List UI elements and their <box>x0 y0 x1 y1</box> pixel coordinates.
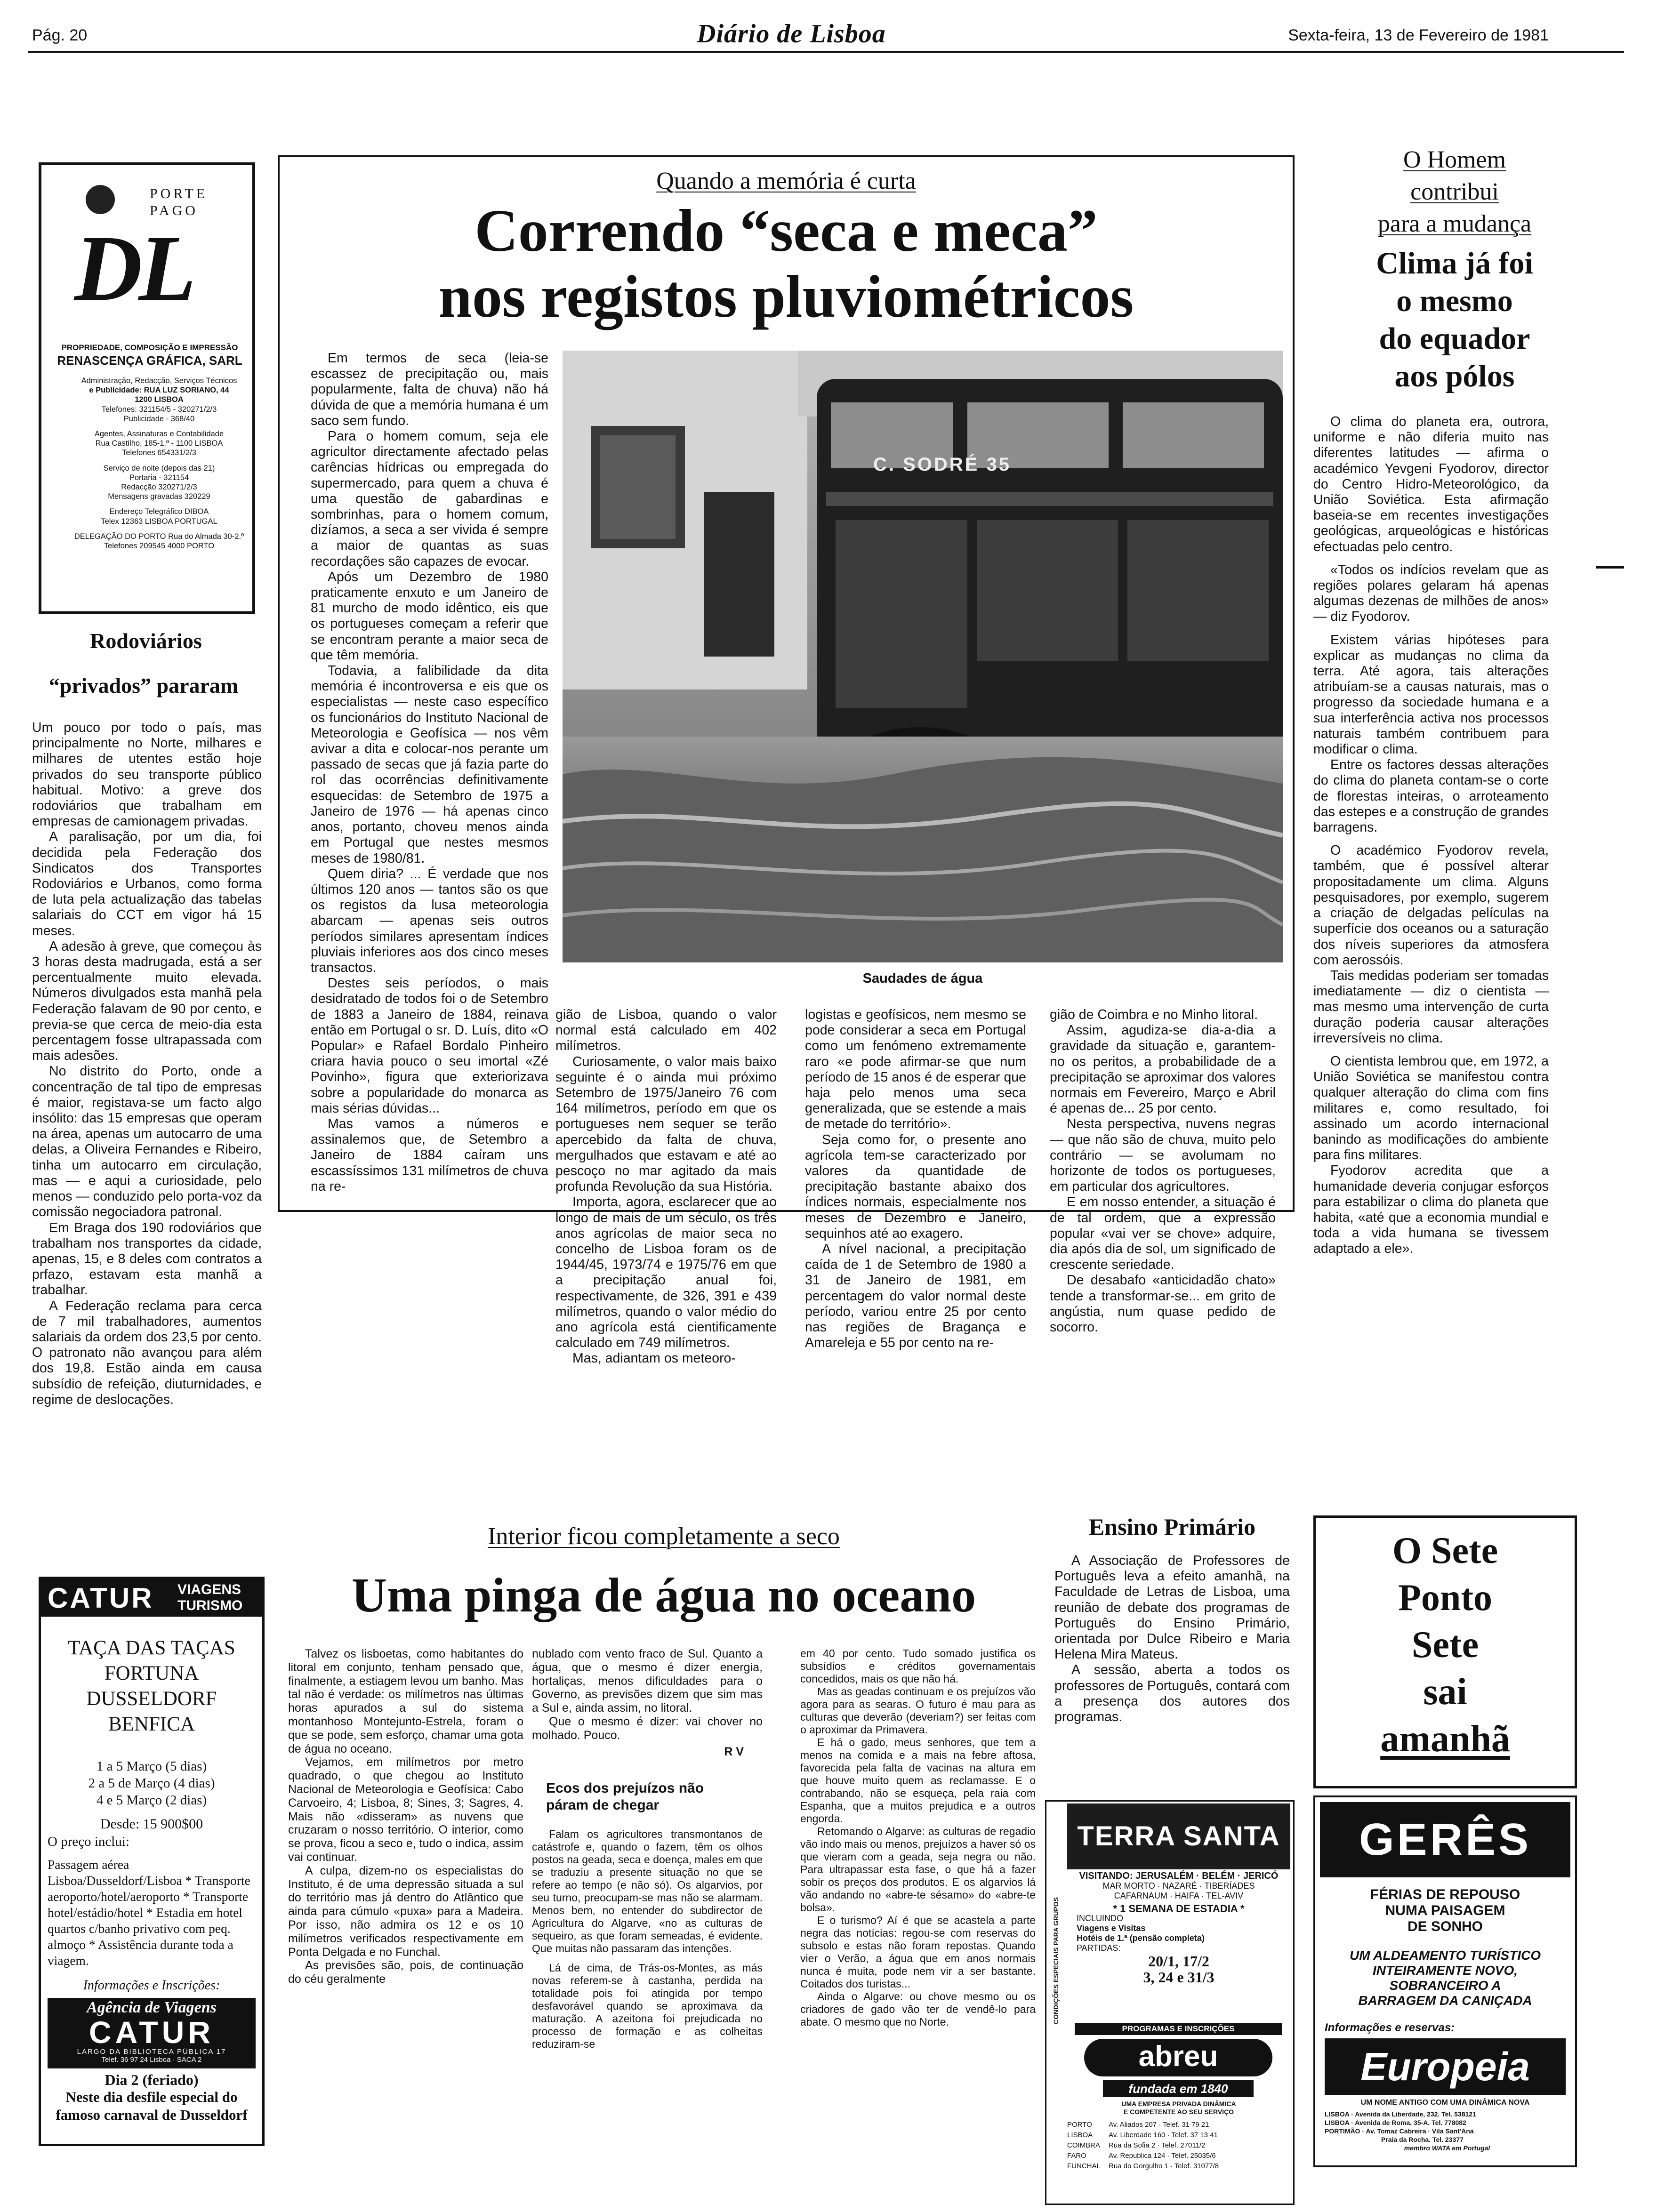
paragraph: Destes seis períodos, o mais desidratado de todos foi o de Setembro de 1883 a Janeiro de 1884, reinava então em Portugal o sr. D. Luís, dito «O Popular» e Rafael Bordalo Pinheiro criara havia pouco o seu imortal «Zé Povinho», figura que exteriorizava sobre a popularidade do monarca as mais sérias dúvidas... <box>311 976 548 1116</box>
terra-santa-details <box>1067 1871 1290 1985</box>
paragraph: O académico Fyodorov revela, também, que é possível alterar propositadamente um clima. Alguns pesquisadores, por exemplo, sugerem a criação de delgadas películas na superfície dos oceanos ou a saturação dos níveis superiores da atmosfera com aerossóis. <box>1313 843 1549 968</box>
paragraph: «Todos os indícios revelam que as regiões polares gelaram há apenas algumas dezenas de milhões de anos» — diz Fyodorov. <box>1313 562 1549 625</box>
paragraph: E há o gado, meus senhores, que tem a menos na comida e a mais na febre aftosa, favorecida pela falta de vacinas na altura em que houve muito quem as reclamasse. E o contrabando, não se esqueça, pela raia com Espanha, que a muitos prejudica e a outros engorda. <box>800 1736 1036 1825</box>
catur-footer-text: Neste dia desfile especial do famoso carnaval de Dusseldorf <box>56 2089 248 2123</box>
photo-caption: Saudades de água <box>862 971 983 986</box>
clima-title-line: aos pólos <box>1394 359 1515 393</box>
geres-subtitle <box>1320 1887 1570 1935</box>
catur-body: Passagem aérea Lisboa/Dusseldorf/Lisboa * Transporte aeroporto/hotel/aeroporto * Transporte hotel/estádio/hotel * Estadia em hotel quartos c/banho privativo com peq. almoço * Assistência durante toda a viagem. <box>48 1857 250 1968</box>
paragraph: Vejamos, em milímetros por metro quadrado, o que chegou ao Instituto Nacional de Meteorologia e Geofísica: Cabo Carvoeiro, 4; Lisboa, 8; Sines, 3; Sagres, 4. Mais não «disseram» as nuvens que cruzaram o nosso território. O interior, como se prova, ficou a seco e, tudo o indica, assim vai continuar. <box>288 1755 523 1864</box>
geres-tag4: BARRAGEM DA CANIÇADA <box>1358 1993 1532 2008</box>
imprint-details <box>70 376 249 551</box>
paragraph: A paralisação, por um dia, foi decidida pela Federação dos Sindicatos dos Transportes Rodoviários e Urbanos, como forma de luta pela actualização das tabelas salariais do CCT em vigor há 15 meses. <box>32 829 262 938</box>
geres-title: GERÊS <box>1320 1802 1570 1877</box>
paragraph: Existem várias hipóteses para explicar as mudanças no clima da terra. Até agora, tais alterações atribuíam-se a causas naturais, mas o progresso da sociedade humana e a sua interferência activa nos processos naturais também contribuem para modificar o clima. <box>1313 632 1549 757</box>
europeia-address: LISBOA · Avenida de Roma, 35-A. Tel. 778082 <box>1325 2119 1466 2126</box>
abreu-office <box>1067 2151 1293 2161</box>
terra-santa-stay: * 1 SEMANA DE ESTADIA * <box>1113 1903 1245 1915</box>
ensino-title: Ensino Primário <box>1088 1514 1256 1540</box>
europeia-addresses <box>1325 2110 1569 2152</box>
ensino-body <box>1054 1553 1290 1755</box>
catur-agency-addr1: LARGO DA BIBLIOTECA PÚBLICA 17 <box>77 2048 226 2056</box>
sete-line: sai <box>1423 1671 1467 1713</box>
imprint-line: Mensagens gravadas 320229 <box>108 492 210 501</box>
main-title-1: Correndo “seca e meca” <box>475 197 1098 264</box>
header-rule <box>28 51 1624 53</box>
paragraph: E em nosso entender, a situação é de tal ordem, que a expressão popular «vai ver se chove» adquire, dia após dia de sol, um significado de crescente seriedade. <box>1050 1194 1276 1273</box>
paragraph: No distrito do Porto, onde a concentração de tal tipo de empresas é maior, registava-se um facto algo insólito: das 15 empresas que operam na área, apenas um autocarro de uma delas, a Oliveira Fernandes e Ribeiro, tinha um autocarro em circulação, mas — e aqui a curiosidade, pelo menos — conduzido pelo porta-voz da comissão negociadora patronal. <box>32 1064 262 1220</box>
pago-label: PAGO <box>150 203 198 218</box>
paragraph: A nível nacional, a precipitação caída de 1 de Setembro de 1980 a 31 de Janeiro de 1981, em percentagem do valor normal deste período, variou entre 25 por cento nas regiões de Bragança e Amareleja e 55 por cento na re- <box>805 1242 1026 1351</box>
office-city: LISBOA <box>1067 2131 1093 2139</box>
terra-santa-includes: INCLUINDO <box>1077 1914 1124 1923</box>
geres-tag3: SOBRANCEIRO A <box>1389 1978 1501 1993</box>
paragraph: As previsões são, pois, de continuação do céu geralmente <box>288 1959 523 1986</box>
catur-price-includes: O preço inclui: <box>48 1834 129 1849</box>
paragraph: Falam os agricultores transmontanos de catástrofe e, quando o fazem, têm os olhos postos na geada, seca e doença, males em que se traduziu a presente situação no que se refere ao tempo (e não só). Os algarvios, por seu turno, preocupam-se mas não se alarmam. Menos bem, no entender do subdirector de Agricultura do Algarve, «no as culturas de sequeiro, as que foram semeadas, é evidente. Que muitas não passaram das intenções. <box>532 1828 763 1955</box>
geres-tag2: INTEIRAMENTE NOVO, <box>1372 1963 1518 1978</box>
catur-title-line: BENFICA <box>108 1713 195 1735</box>
paragraph: Em termos de seca (leia-se escassez de precipitação ou, mais popularmente, falta de chuva) não há dúvida de que a memória humana é um saco sem fundo. <box>311 351 548 428</box>
clima-body <box>1313 414 1549 1492</box>
dl-logo: DL <box>74 216 193 321</box>
imprint-line: Serviço de noite (depois das 21) <box>103 464 215 473</box>
catur-date: 1 a 5 Março (5 dias) <box>96 1759 207 1774</box>
paragraph: O clima do planeta era, outrora, uniforme e não diferia muito nas diferentes latitudes — afirma o académico Yevgeni Fyodorov, director do Centro Hidro-Meteorológico, da União Soviética. Esta afirmação baseia-se em recentes investigações geológicas, arqueológicas e históricas efectuadas pelo centro. <box>1313 414 1549 554</box>
paragraph: Importa, agora, esclarecer que ao longo de mais de um século, os três anos agrícolas de maior seca no concelho de Lisboa foram os de 1944/45, 1973/74 e 1975/76 em que a precipitação anual foi, respectivamente, de 326, 391 e 439 milímetros, quando o valor médio do ano agrícola está cientificamente calculado em 749 milímetros. <box>555 1194 777 1351</box>
terra-santa-visit3: CAFARNAUM · HAIFA · TEL-AVIV <box>1114 1891 1244 1900</box>
rodoviarios-subtitle: “privados” pararam <box>48 673 239 697</box>
paragraph: Que o mesmo é dizer: vai chover no molhado. Pouco. <box>532 1715 763 1742</box>
catur-brand: CATUR <box>48 1582 154 1614</box>
imprint-line: Publicidade - 368/40 <box>123 414 195 423</box>
article-signature: R V <box>724 1745 744 1758</box>
clima-title-line: o mesmo <box>1396 284 1513 318</box>
paragraph: O cientista lembrou que, em 1972, a União Soviética se manifestou contra qualquer alteração do clima com fins militares e, como resultado, foi assinado um acordo internacional banindo as modificações do ambiente para fins militares. <box>1313 1053 1549 1163</box>
terra-santa-side: CONDIÇÕES ESPECIAIS PARA GRUPOS <box>1052 1897 1060 2024</box>
geres-ad <box>1313 1795 1577 2167</box>
terra-santa-visit: VISITANDO: JERUSALÉM · BELÉM · JERICÓ <box>1079 1871 1279 1881</box>
terra-santa-visit2: MAR MORTO · NAZARÉ · TIBERÍADES <box>1102 1881 1255 1891</box>
paragraph: logistas e geofísicos, nem mesmo se pode considerar a seca em Portugal como um fenómeno extremamente raro «e pode afirmar-se que num período de 15 anos é de esperar que haja pelo menos uma seca generalizada, que se estende a mais de metade do território». <box>805 1007 1026 1132</box>
paragraph: Mas, adiantam os meteoro- <box>572 1351 736 1366</box>
bus-destination-sign: C. SODRÉ 35 <box>873 454 1011 475</box>
paragraph: Após um Dezembro de 1980 praticamente enxuto e um Janeiro de 81 murcho de modo idêntico, eis que os portugueses começam a referir que se encontram perante a maior seca de que têm memória. <box>311 569 548 663</box>
terra-santa-dates1: 20/1, 17/2 <box>1148 1953 1209 1970</box>
office-city: PORTO <box>1067 2121 1092 2129</box>
paragraph: Retomando o Algarve: as culturas de regadio vão indo mais ou menos, prejuízos a haver só os que vieram com a geada, seja negra ou não. Para ultrapassar esta fase, o que há a fazer sobir os preços dos produtos. E os algarvios lá vão andando no «abre-te sésamo» do «abre-te bolsa». <box>800 1825 1036 1914</box>
imprint-line: DELEGAÇÃO DO PORTO Rua do Almada 30-2.º <box>74 532 244 541</box>
catur-info: Informações e Inscrições: <box>83 1978 220 1993</box>
geres-sub3: DE SONHO <box>1407 1919 1483 1934</box>
terra-santa-programs: PROGRAMAS E INSCRIÇÕES <box>1075 2023 1282 2035</box>
abreu-office <box>1067 2120 1293 2130</box>
imprint-line: Agentes, Assinaturas e Contabilidade <box>94 430 224 439</box>
office-address: Av. Aliados 207 · Telef. 31 79 21 <box>1109 2121 1209 2129</box>
bus-photo <box>563 351 1283 962</box>
paragraph: Mas as geadas continuam e os prejuízos vão agora para as searas. O futuro é mau para as culturas que deverão (deveriam?) ser feitas com o aproximar da Primavera. <box>800 1685 1036 1736</box>
sete-line: Ponto <box>1398 1577 1492 1619</box>
terra-santa-hotel: Hotéis de 1.ª (pensão completa) <box>1077 1933 1205 1943</box>
paragraph: Talvez os lisboetas, como habitantes do litoral em conjunto, tenham pensado que, finalmente, a estiagem levou um banho. Mas tal não é verdade: os milímetros nas últimas horas apurados a sul do sistema montanhoso Montejunto-Estrela, foram o que se pode, sem esforço, chamar uma gota de água no oceano. <box>288 1647 523 1755</box>
geres-tagline <box>1320 1948 1570 2008</box>
imprint-owner-line: PROPRIEDADE, COMPOSIÇÃO E IMPRESSÃO <box>61 343 238 352</box>
paragraph: Fyodorov acredita que a humanidade deveria conjugar esforços para estabilizar o clima do planeta que habita, «até que a economia mundial e toda a vida humana se tivessem adaptado a ele». <box>1313 1163 1549 1257</box>
abreu-tagline-1: UMA EMPRESA PRIVADA DINÂMICA <box>1121 2100 1236 2108</box>
sete-line: O Sete <box>1392 1530 1498 1571</box>
terra-santa-title: TERRA SANTA <box>1077 1821 1280 1851</box>
main-kicker: Quando a memória é curta <box>656 168 916 194</box>
paragraph: Assim, agudiza-se dia-a-dia a gravidade da situação e, garantem-no os peritos, a probabilidade de a precipitação se aproximar dos valores normais em Fevereiro, Março e Abril é apenas de... 25 por cento. <box>1050 1023 1276 1116</box>
paragraph: Em Braga dos 190 rodoviários que trabalham nos transportes da cidade, apenas, 15, e 8 deles com contratos a prfazo, estavam esta manhã a trabalhar. <box>32 1220 262 1298</box>
catur-title-line: TAÇA DAS TAÇAS <box>68 1637 235 1659</box>
office-address: Av. Republica 124 · Telef. 25035/6 <box>1109 2152 1216 2160</box>
paragraph: Seja como for, o presente ano agrícola tem-se caracterizado por valores da quantidade de precipitação bastante abaixo dos índices normais, especialmente nos meses de Dezembro e Janeiro, sequinhos até ao exagero. <box>805 1132 1026 1241</box>
masthead: Diário de Lisboa <box>697 19 886 48</box>
paragraph: Curiosamente, o valor mais baixo seguinte é o ainda mui próximo Setembro de 1975/Janeiro 76 com 164 milímetros, período em que os portugueses nem sequer se terão apercebido da falta de chuva, mergulhados que estavam e até ao pescoço no mar agitado da mais profunda Revolução da sua História. <box>555 1054 777 1194</box>
europeia-address: Praia da Rocha. Tel. 23377 <box>1381 2136 1464 2143</box>
sete-text <box>1316 1527 1575 1763</box>
office-address: Rua do Gorgulho 1 · Telef. 31077/8 <box>1109 2162 1219 2170</box>
catur-title-line: DUSSELDORF <box>86 1688 217 1710</box>
office-city: FUNCHAL <box>1067 2162 1101 2170</box>
clima-kicker-2: contribui <box>1410 178 1499 205</box>
paragraph: De desabafo «anticidadão chato» tende a transformar-se... em grito de angústia, num quase pedido de socorro. <box>1050 1273 1276 1335</box>
geres-sub1: FÉRIAS DE REPOUSO <box>1370 1887 1520 1902</box>
abreu-office <box>1067 2130 1293 2140</box>
pinga-title: Uma pinga de água no oceano <box>351 1568 976 1622</box>
europeia-motto: UM NOME ANTIGO COM UMA DINÂMICA NOVA <box>1360 2099 1530 2107</box>
europeia-member: membro WATA em Portugal <box>1404 2144 1490 2152</box>
abreu-tagline-2: E COMPETENTE AO SEU SERVIÇO <box>1123 2108 1234 2116</box>
paragraph: Mas vamos a números e assinalemos que, de Setembro a Janeiro de 1884 caíram uns escassíssimos 131 milímetros de chuva na re- <box>311 1116 548 1194</box>
catur-agency-brand: CATUR <box>88 2015 215 2050</box>
catur-agency-addr2: Telef. 36 97 24 Lisboa · SACA 2 <box>101 2056 202 2064</box>
main-column-1 <box>311 351 548 1193</box>
abreu-tagline <box>1067 2100 1290 2116</box>
main-column-2 <box>555 1007 777 1366</box>
ecos-title: Ecos dos prejuízos não páram de chegar <box>546 1780 704 1813</box>
imprint-line: Telefones: 321154/5 - 320271/2/3 <box>101 405 217 414</box>
porte-label: PORTE <box>150 186 208 201</box>
imprint-line: Redacção 320271/2/3 <box>121 483 197 492</box>
office-address: Av. Liberdade 160 · Telef. 37 13 41 <box>1109 2131 1218 2139</box>
terra-santa-banner <box>1067 1803 1290 1869</box>
paragraph: Para o homem comum, seja ele agricultor directamente afectado pelas carências hídricas ou empregada do supermercado, para quem a chuva é uma questão de gabardinas e sombrinhas, para o homem comum, dizíamos, a seca a ser vivida é sempre a maior de quantas as suas recordações são capazes de evocar. <box>311 429 548 569</box>
catur-price: Desde: 15 900$00 <box>100 1816 203 1832</box>
paragraph: gião de Lisboa, quando o valor normal está calculado em 402 milímetros. <box>555 1007 777 1054</box>
imprint-line: Telex 12363 LISBOA PORTUGAL <box>101 517 217 526</box>
main-column-4 <box>1050 1007 1276 1335</box>
imprint-owner: RENASCENÇA GRÁFICA, SARL <box>57 353 242 368</box>
paragraph: A Federação reclama para cerca de 7 mil trabalhadores, aumentos salariais da ordem dos 23,5 por cento. O patronato não avançou para além dos 19,8. Estão ainda em causa subsídio de refeição, diuturnidades, e regime de deslocações. <box>32 1298 262 1407</box>
abreu-office <box>1067 2140 1293 2151</box>
europeia-address: LISBOA · Avenida da Liberdade, 232. Tel. 538121 <box>1325 2110 1476 2118</box>
paragraph: E o turismo? Aí é que se acastela a parte negra das notícias: regou-se com reservas do subsolo e estas não foram repostas. Quando vier o Verão, a água que em anos normais nunca é muita, pode nem vir a ser bastante. Coitados dos turistas... <box>800 1914 1036 1990</box>
sete-line: Sete <box>1411 1624 1479 1666</box>
imprint-box <box>39 162 255 614</box>
europeia-logo: Europeia <box>1325 2038 1566 2095</box>
paragraph: Ainda o Algarve: ou chove mesmo ou os criadores de gado vão ter de vendê-lo para abate. O mesmo que no Norte. <box>800 1990 1036 2028</box>
catur-date: 2 a 5 de Março (4 dias) <box>88 1776 215 1791</box>
office-address: Rua da Sofia 2 · Telef. 27011/2 <box>1109 2141 1206 2149</box>
geres-sub2: NUMA PAISAGEM <box>1385 1903 1505 1918</box>
clima-title-line: Clima já foi <box>1376 246 1533 281</box>
catur-title-line: FORTUNA <box>104 1662 199 1684</box>
imprint-line: Administração, Redacção, Serviços Técnicos <box>81 377 237 385</box>
catur-dates <box>41 1758 262 1809</box>
terra-santa-departures: PARTIDAS: <box>1077 1943 1121 1953</box>
paragraph: Quem diria? ... É verdade que nos últimos 120 anos — tantos são os que os registos da lusa meteorologia abarcam — apenas seis outros períodos similares apresentam índices pluviais inferiores aos dos cinco meses transactos. <box>311 866 548 975</box>
paragraph: A Associação de Professores de Português leva a efeito amanhã, na Faculdade de Letras de Lisboa, uma reunião de debate dos programas de Português do Ensino Primário, orientada por Dulce Ribeiro e Maria Helena Mira Mateus. <box>1054 1553 1290 1662</box>
catur-title <box>41 1635 262 1737</box>
paragraph: Um pouco por todo o país, mas principalmente no Norte, milhares e milhares de utentes estão hoje privados do seu transporte público habitual. Motivo: a greve dos rodoviários que trabalham em empresas de camionagem privadas. <box>32 720 262 829</box>
office-city: FARO <box>1067 2152 1086 2160</box>
catur-brand-bar <box>41 1579 262 1617</box>
catur-agency-block <box>48 1998 256 2068</box>
pinga-kicker: Interior ficou completamente a seco <box>488 1523 840 1550</box>
office-city: COIMBRA <box>1067 2141 1101 2149</box>
terra-santa-travel: Viagens e Visitas <box>1077 1923 1146 1933</box>
paragraph: A adesão à greve, que começou às 3 horas desta madrugada, está a ser percentualmente muito elevada. Números divulgados esta manhã pela Federação falavam de 90 por cento, e previa-se que cerca de meio-dia esta percentagem fosse ultrapassada com mais adesões. <box>32 938 262 1064</box>
catur-ad <box>39 1577 265 2146</box>
page-number: Pág. 20 <box>32 26 88 44</box>
imprint-line: Portaria - 321154 <box>129 473 189 482</box>
imprint-line: Telefones 654331/2/3 <box>122 449 196 457</box>
imprint-line: e Publicidade: RUA LUZ SORIANO, 44 <box>89 386 229 395</box>
paragraph: Entre os factores dessas alterações do clima do planeta contam-se o corte de florestas inteiras, o arroteamento das estepes e a construção de grandes barragens. <box>1313 757 1549 835</box>
paragraph: gião de Coimbra e no Minho litoral. <box>1050 1007 1258 1022</box>
imprint-line: 1200 LISBOA <box>135 395 184 404</box>
abreu-office <box>1067 2161 1293 2172</box>
imprint-line: Telefones 209545 4000 PORTO <box>104 542 215 551</box>
bus-flood-image <box>563 351 1283 962</box>
paragraph: nublado com vento fraco de Sul. Quanto a água, que o mesmo é dizer energia, hortaliças, menos dificuldades para o Governo, as previsões dizem que sim mas a Sul e, ainda assim, no litoral. <box>532 1647 763 1715</box>
europeia-address: PORTIMÃO · Av. Tomaz Cabreira · Vila Sant'Ana <box>1325 2127 1474 2135</box>
main-column-3 <box>805 1007 1026 1351</box>
paragraph: em 40 por cento. Tudo somado justifica os subsídios e créditos governamentais concedidos, mais os que não há. <box>800 1647 1036 1685</box>
geres-tag1: UM ALDEAMENTO TURÍSTICO <box>1350 1948 1541 1963</box>
terra-santa-ad <box>1045 1800 1295 2205</box>
imprint-line: Rua Castilho, 185-1.º - 1100 LISBOA <box>95 439 223 448</box>
clima-title <box>1309 245 1601 395</box>
pinga-column-3 <box>800 1647 1036 2207</box>
clima-title-line: do equador <box>1379 321 1530 356</box>
clima-kicker-1: O Homem <box>1403 146 1506 173</box>
clima-kicker-3: para a mudança <box>1377 210 1532 237</box>
catur-footer-title: Dia 2 (feriado) <box>105 2071 199 2088</box>
paragraph: Tais medidas poderiam ser tomadas imediatamente — diz o cientista — mas mesmo uma intervenção de curta duração poderia causar alterações irreversíveis no clima. <box>1313 968 1549 1046</box>
issue-date: Sexta-feira, 13 de Fevereiro de 1981 <box>1288 26 1549 44</box>
main-title-2: nos registos pluviométricos <box>438 263 1134 330</box>
pinga-column-1 <box>288 1647 523 2207</box>
paragraph: A culpa, dizem-no os especialistas do Instituto, é de uma depressão situada a sul do território mas já dentro do Atlântico que ainda para cúmulo «puxa» para a Madeira. Por isso, não admira os 12 e os 10 milímetros verificados respectivamente em Ponta Delgada e no Funchal. <box>288 1864 523 1959</box>
paragraph: Lá de cima, de Trás-os-Montes, as más novas referem-se à castanha, perdida na totalidade pois foi atingida por tempo desfavorável quando se aproximava da maturação. A azeitona foi prejudicada no processo de formação e as colheitas reduziram-se <box>532 1962 763 2051</box>
paragraph: Todavia, a falibilidade da dita memória é incontroversa e eis que os especialistas — neste caso específico os funcionários do Instituto Nacional de Meteorologia e Geofísica — nos vêm avivar a dita e colocar-nos perante um passado de secas que já fazia parte do rol das ocorrências definitivamente esquecidas: de Setembro de 1975 a Janeiro de 1976 — há apenas cinco anos, portanto, choveu menos ainda em Portugal que nestes mesmos meses de 1980/81. <box>311 663 548 866</box>
abreu-offices <box>1067 2120 1293 2172</box>
paragraph: A sessão, aberta a todos os professores de Português, contará com a presença dos autores dos programas. <box>1054 1662 1290 1725</box>
imprint-line: Endereço Telegráfico DIBOA <box>109 507 209 516</box>
catur-date: 4 e 5 Março (2 dias) <box>96 1793 207 1808</box>
paragraph: Nesta perspectiva, nuvens negras — que não são de chuva, muito pelo contrário — se avolumam no horizonte de todos os portugueses, em particular dos agricultores. <box>1050 1116 1276 1194</box>
sete-line: amanhã <box>1380 1718 1510 1760</box>
catur-brand-sub2: TURISMO <box>177 1598 243 1613</box>
abreu-founded: fundada em 1840 <box>1103 2080 1254 2097</box>
rodoviarios-body <box>32 720 262 1539</box>
geres-info: Informações e reservas: <box>1325 2021 1455 2034</box>
catur-brand-sub1: VIAGENS <box>177 1582 241 1597</box>
rodoviarios-title: Rodoviários <box>90 629 202 653</box>
abreu-logo: abreu <box>1084 2039 1272 2076</box>
porte-pago-seal <box>86 185 115 214</box>
catur-agency: Agência de Viagens <box>87 1999 217 2016</box>
terra-santa-dates2: 3, 24 e 31/3 <box>1143 1969 1215 1986</box>
margin-mark <box>1596 566 1624 569</box>
pinga-column-2 <box>532 1647 763 2207</box>
